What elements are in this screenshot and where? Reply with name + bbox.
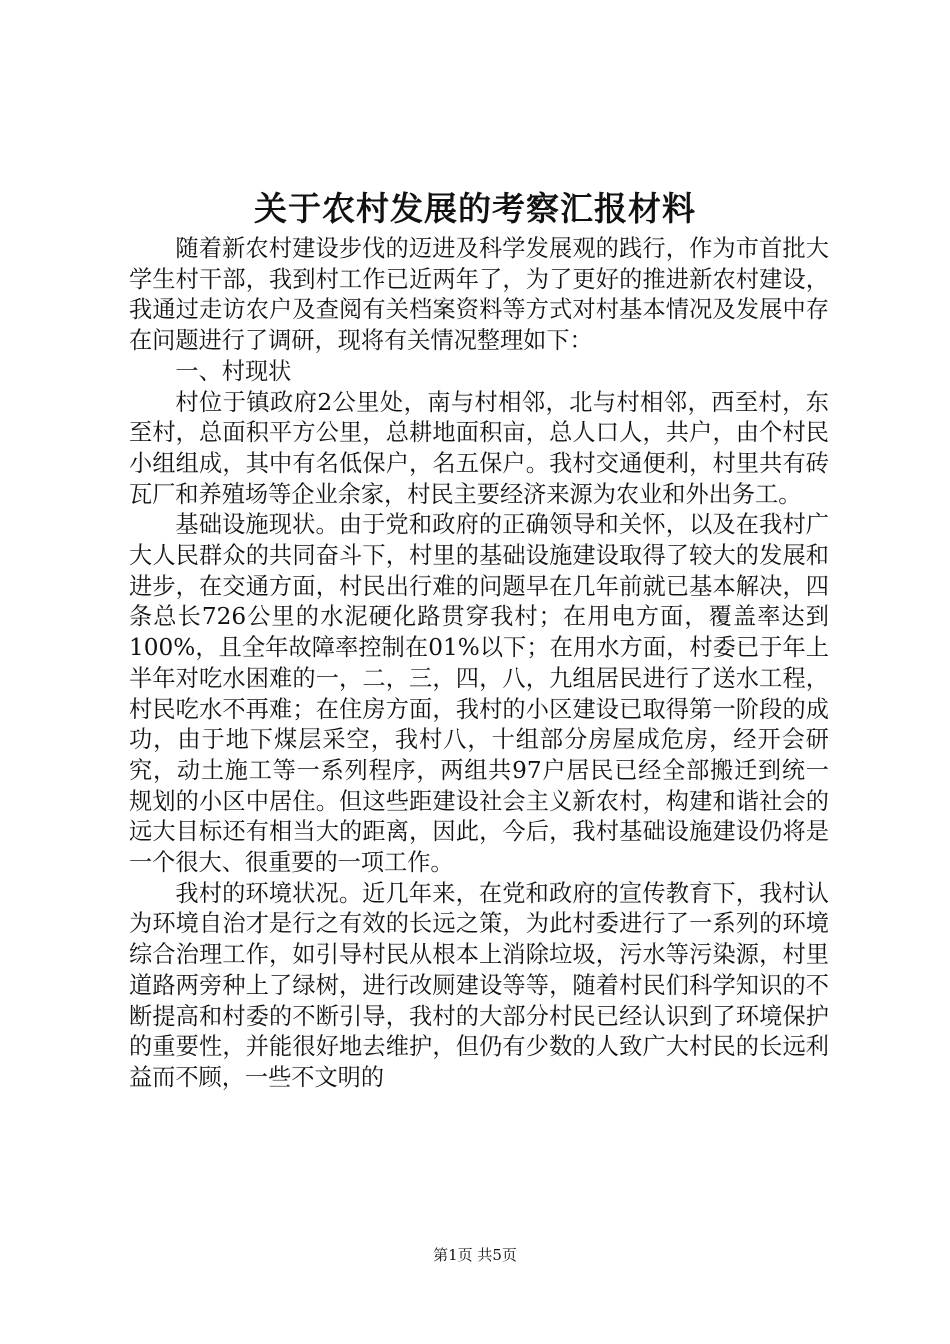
document-title: 关于农村发展的考察汇报材料	[254, 189, 696, 228]
section-heading: 一、村现状	[175, 357, 292, 385]
paragraph-intro: 随着新农村建设步伐的迈进及科学发展观的践行，作为市首批大学生村干部，我到村工作已近两年了，为了更好的推进新农村建设，我通过走访农户及查阅有关档案资料等方式对村基本情况及发展中存在问题进行了调研，现将有关情况整理如下：	[129, 235, 829, 355]
paragraph-infrastructure: 基础设施现状。由于党和政府的正确领导和关怀，以及在我村广大人民群众的共同奋斗下，村里的基础设施建设取得了较大的发展和进步，在交通方面，村民出行难的问题早在几年前就已基本解决，四条总长726公里的水泥硬化路贯穿我村；在用电方面，覆盖率达到100%，且全年故障率控制在01%以下；在用水方面，村委已于年上半年对吃水困难的一，二，三，四，八，九组居民进行了送水工程，村民吃水不再难；在住房方面，我村的小区建设已取得第一阶段的成功，由于地下煤层采空，我村八，十组部分房屋成危房，经开会研究，动土施工等一系列程序，两组共97户居民已经全部搬迁到统一规划的小区中居住。但这些距建设社会主义新农村，构建和谐社会的远大目标还有相当大的距离，因此，今后，我村基础设施建设仍将是一个很大、很重要的一项工作。	[129, 511, 829, 877]
paragraph-village-overview: 村位于镇政府2公里处，南与村相邻，北与村相邻，西至村，东至村，总面积平方公里，总耕地面积亩，总人口人，共户，由个村民小组组成，其中有名低保户，名五保户。我村交通便利，村里共有砖瓦厂和养殖场等企业余家，村民主要经济来源为农业和外出务工。	[129, 388, 829, 508]
paragraph-environment: 我村的环境状况。近几年来，在党和政府的宣传教育下，我村认为环境自治才是行之有效的长远之策，为此村委进行了一系列的环境综合治理工作，如引导村民从根本上消除垃圾，污水等污染源，村里道路两旁种上了绿树，进行改厕建设等等，随着村民们科学知识的不断提高和村委的不断引导，我村的大部分村民已经认识到了环境保护的重要性，并能很好地去维护，但仍有少数的人致广大村民的长远利益而不顾，一些不文明的	[129, 879, 829, 1091]
page-footer: 第1页 共5页	[433, 1246, 517, 1264]
document-body	[129, 234, 829, 1094]
